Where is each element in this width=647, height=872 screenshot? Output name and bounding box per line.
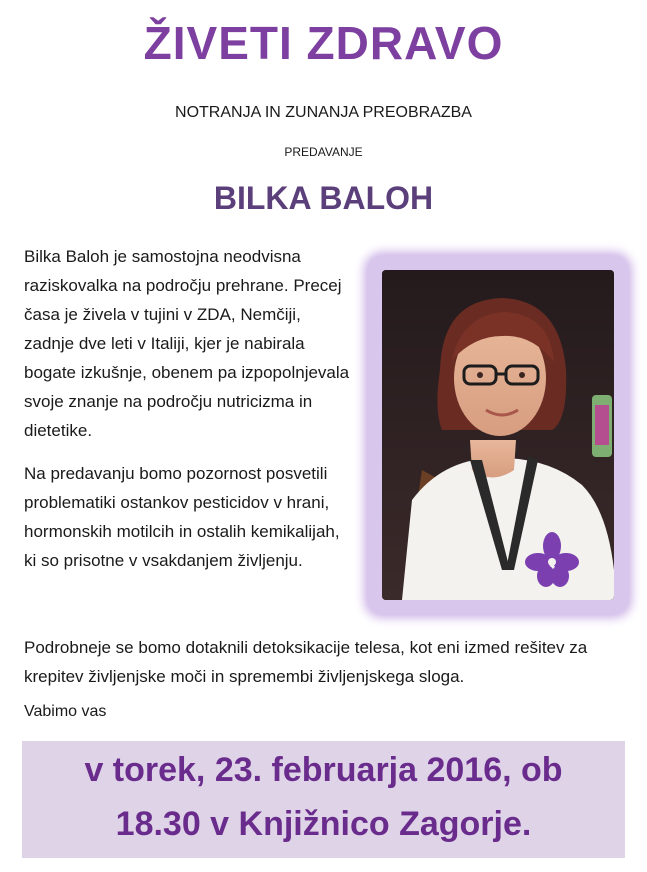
page-subtitle: NOTRANJA IN ZUNANJA PREOBRAZBA — [175, 104, 472, 121]
event-type-label: PREDAVANJE — [284, 145, 363, 159]
event-date-box — [22, 741, 625, 858]
talk-description-part1: Na predavanju bomo pozornost posvetili problematiki ostankov pesticidov v hrani, hormonskih motilcih in ostalih kemikalijah, ki so prisotne v vsakdanjem življenju. — [24, 464, 340, 570]
speaker-bio: Bilka Baloh je samostojna neodvisna raziskovalka na področju prehrane. Precej časa je živela v tujini v ZDA, Nemčiji, zadnje dve leti v Italiji, kjer je nabirala bogate izkušnje, obenem pa izpopolnjevala svoje znanje na področju nutricizma in dietetike. — [24, 247, 350, 440]
speaker-photo-frame — [368, 256, 628, 614]
invitation-text: Vabimo vas — [24, 703, 107, 720]
page-title: ŽIVETI ZDRAVO — [143, 17, 504, 69]
event-date-line: v torek, 23. februarja 2016, ob — [84, 751, 563, 789]
speaker-photo — [382, 270, 614, 600]
speaker-portrait-image — [382, 270, 614, 600]
event-location-line: 18.30 v Knjižnico Zagorje. — [115, 805, 532, 843]
talk-description-part2: Podrobneje se bomo dotaknili detoksikacije telesa, kot eni izmed rešitev za krepitev življenjske moči in spremembi življenjskega sloga. — [24, 638, 588, 686]
speaker-name: BILKA BALOH — [213, 180, 434, 216]
